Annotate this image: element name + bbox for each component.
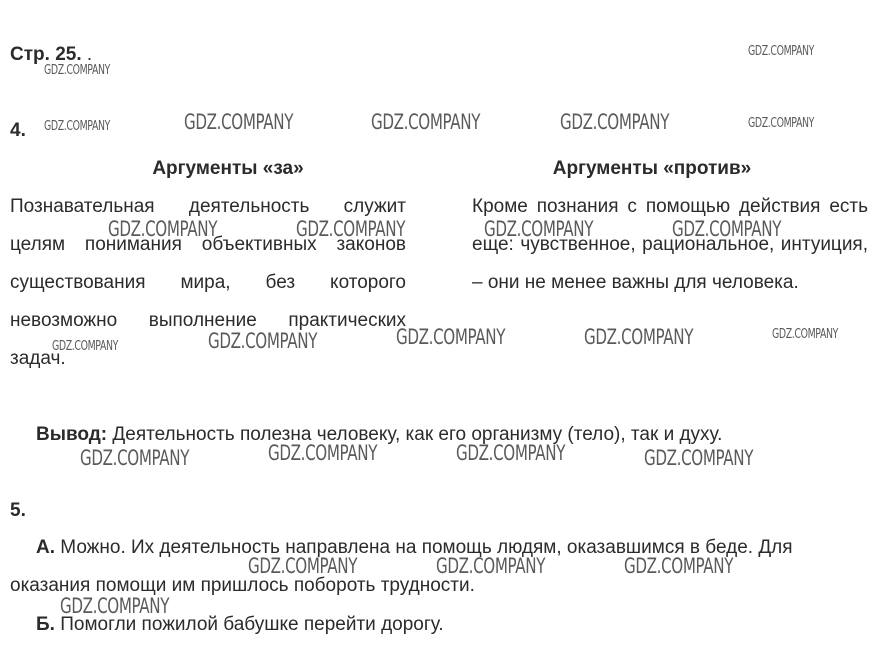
watermark: GDZ.COMPANY [396, 325, 506, 349]
watermark: GDZ.COMPANY [268, 441, 378, 465]
watermark: GDZ.COMPANY [184, 110, 294, 134]
watermark: GDZ.COMPANY [672, 217, 782, 241]
task-5-number: 5. [10, 500, 26, 521]
answer-a-text: Можно. Их деятельность направлена на помощь людям, оказавшимся в беде. Для оказания помощи им пришлось побороть трудности. [10, 537, 793, 596]
page-title-text: Стр. 25. [10, 44, 82, 65]
watermark: GDZ.COMPANY [772, 327, 839, 342]
answer-b-text: Помогли пожилой бабушке перейти дорогу. [54, 614, 444, 635]
watermark: GDZ.COMPANY [584, 325, 694, 349]
watermark: GDZ.COMPANY [560, 110, 670, 134]
watermark: GDZ.COMPANY [208, 329, 318, 353]
arguments-pro-text: Познавательная деятельность служит целям понимания объективных законов существования мира, без которого невозможно выполнение практических задач. [10, 196, 406, 369]
page-title-dot: . [86, 44, 93, 65]
arguments-contra-text: Кроме познания с помощью действия есть еще: чувственное, рациональное, интуиция, – они не менее важны для человека. [472, 196, 868, 293]
watermark: GDZ.COMPANY [108, 217, 218, 241]
watermark: GDZ.COMPANY [296, 217, 406, 241]
watermark: GDZ.COMPANY [748, 116, 815, 131]
watermark: GDZ.COMPANY [60, 594, 170, 618]
watermark: GDZ.COMPANY [436, 554, 546, 578]
watermark: GDZ.COMPANY [456, 441, 566, 465]
watermark: GDZ.COMPANY [484, 217, 594, 241]
watermark: GDZ.COMPANY [624, 554, 734, 578]
watermark: GDZ.COMPANY [248, 554, 358, 578]
watermark: GDZ.COMPANY [371, 110, 481, 134]
conclusion-label: Вывод: [36, 424, 108, 445]
arguments-contra-heading: Аргументы «против» [552, 158, 752, 179]
watermark: GDZ.COMPANY [80, 446, 190, 470]
watermark: GDZ.COMPANY [44, 63, 111, 78]
answer-b-label: Б. [36, 614, 55, 635]
arguments-pro-heading: Аргументы «за» [152, 158, 304, 179]
conclusion-text: Деятельность полезна человеку, как его организму (тело), так и духу. [107, 424, 723, 445]
watermark: GDZ.COMPANY [748, 44, 815, 59]
watermark: GDZ.COMPANY [52, 339, 119, 354]
watermark: GDZ.COMPANY [644, 446, 754, 470]
watermark: GDZ.COMPANY [44, 119, 111, 134]
task-4-number: 4. [10, 120, 26, 141]
answer-a-label: А. [36, 537, 55, 558]
